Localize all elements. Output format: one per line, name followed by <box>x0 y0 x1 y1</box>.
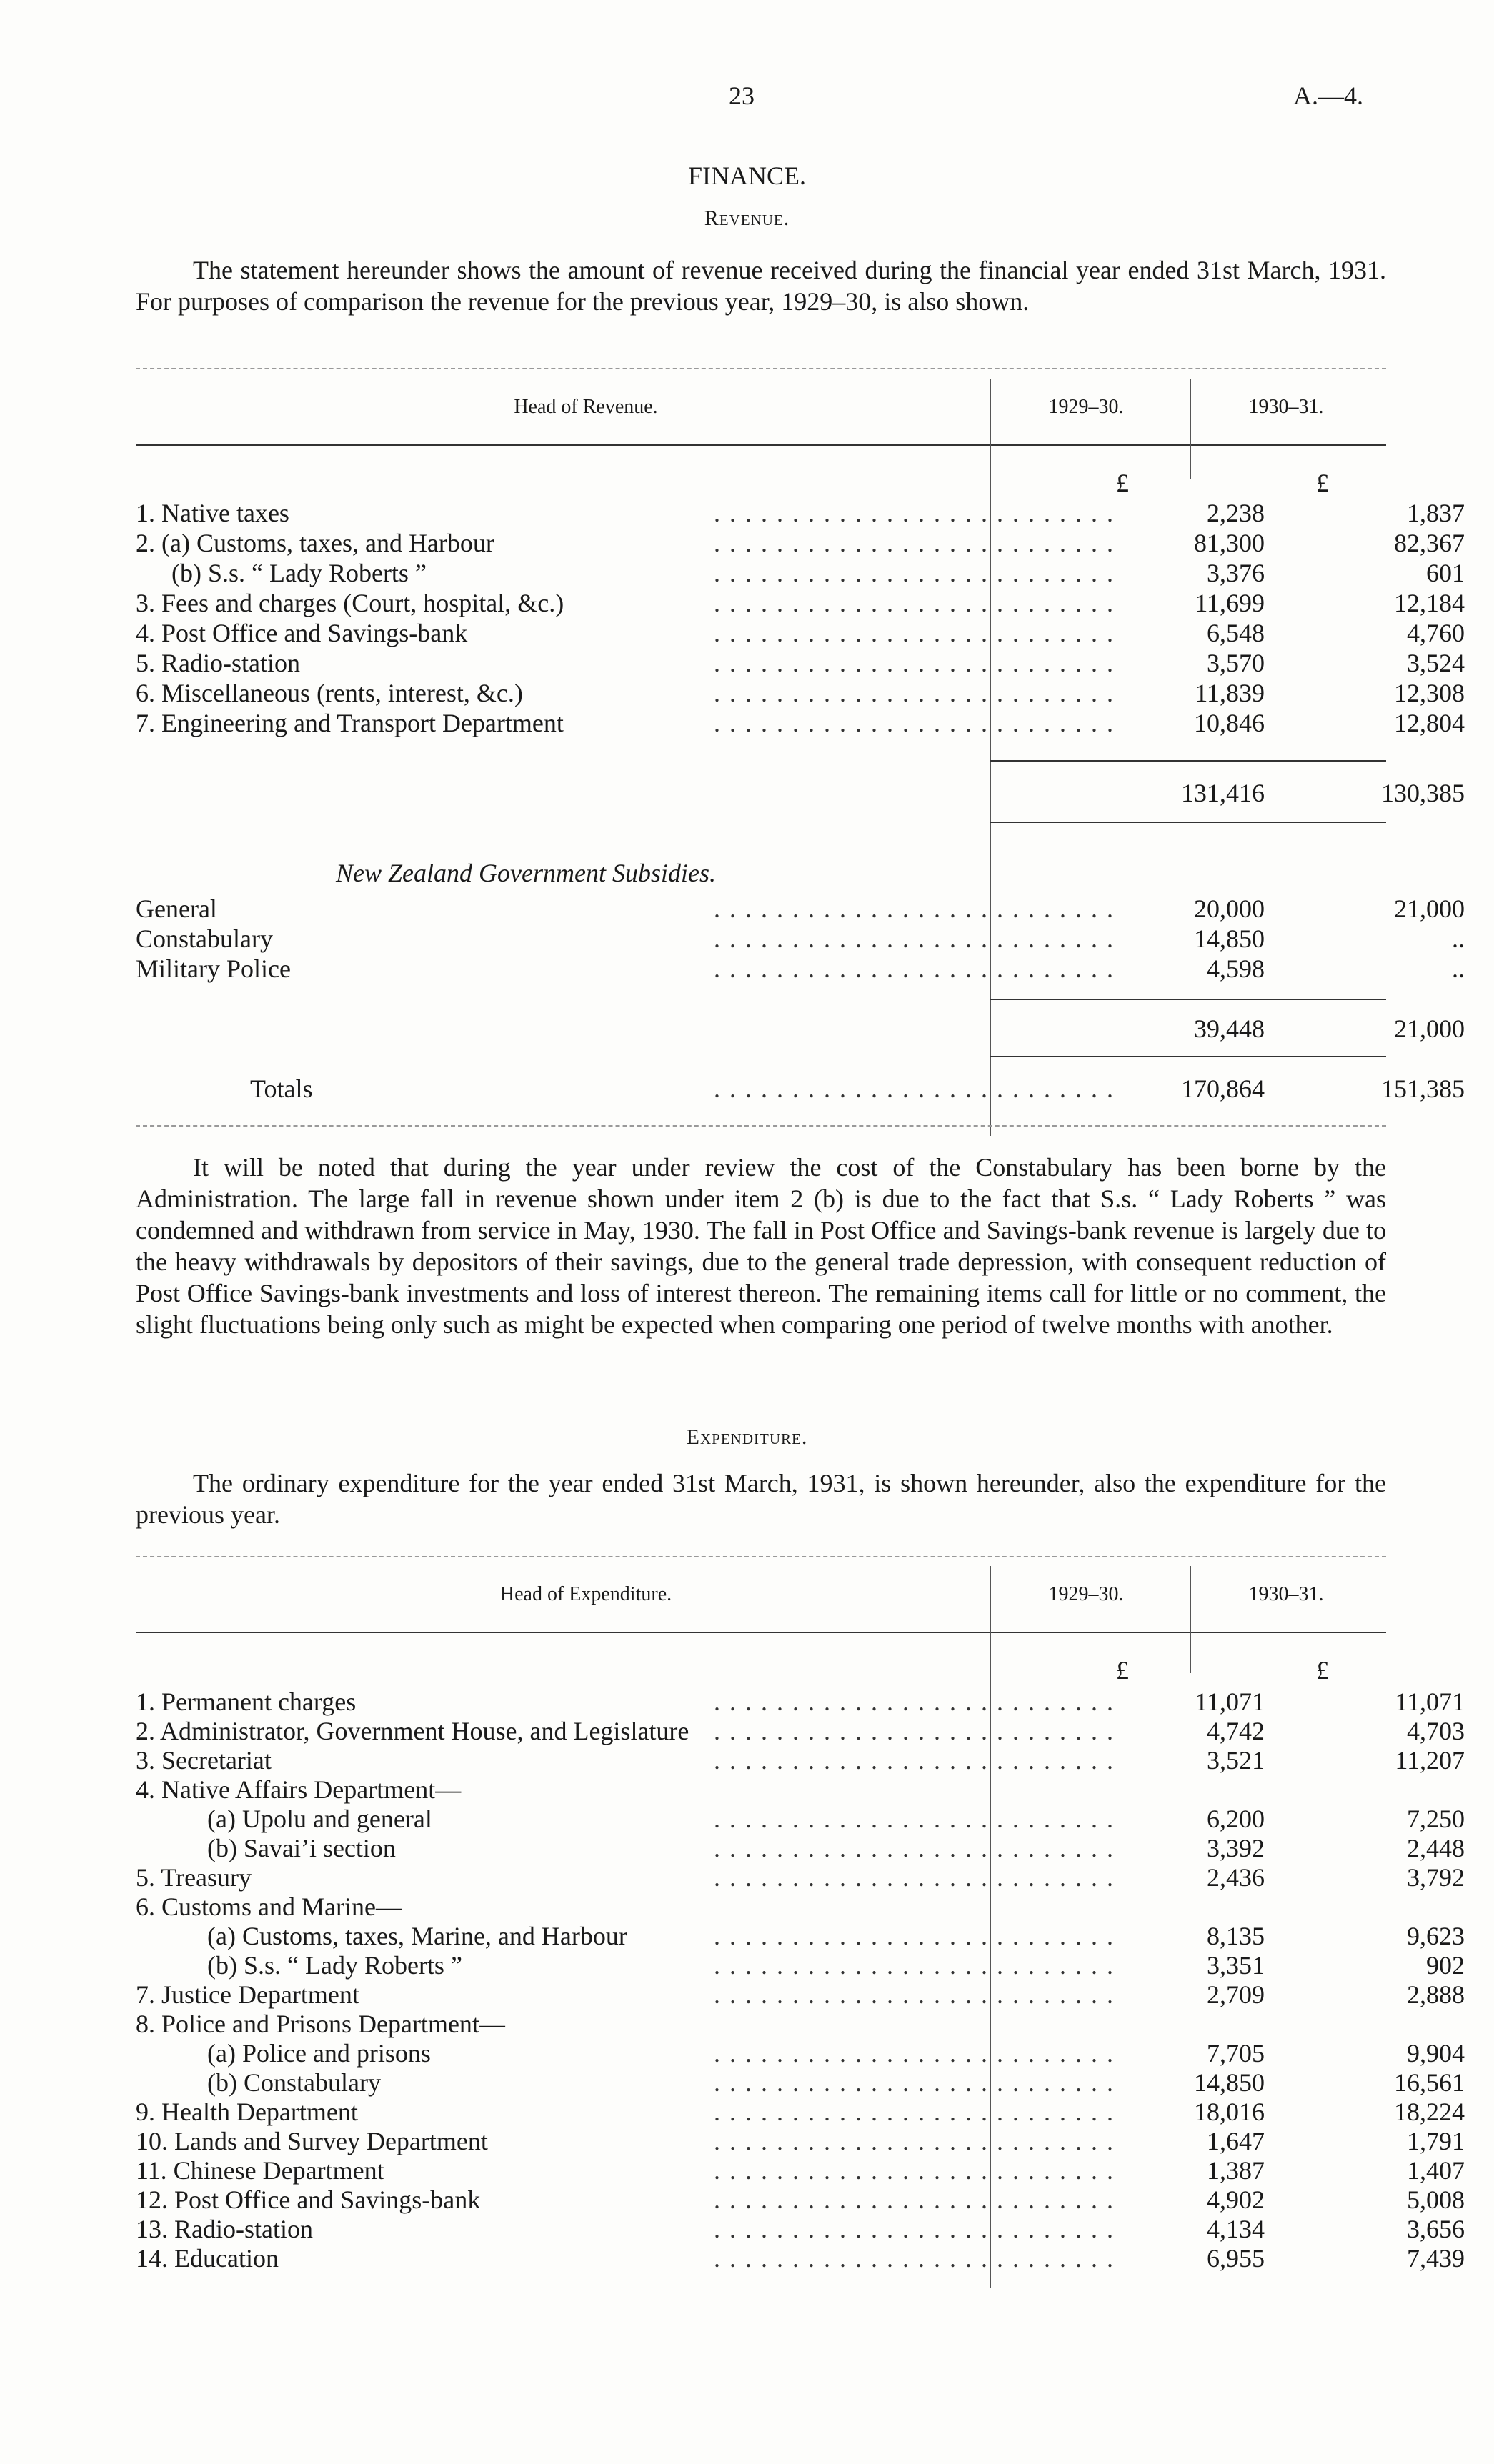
row-label: 3. Fees and charges (Court, hospital, &c.) <box>136 589 564 617</box>
value-1930-31: 2,888 <box>1407 1980 1465 2009</box>
expenditure-row <box>136 1715 1465 1745</box>
value-1930-31: 21,000 <box>1394 1014 1465 1043</box>
row-label: 5. Treasury <box>136 1863 252 1892</box>
leader-dots: . . . . . . . . . . . . . . . . . . . . . . . . . . <box>714 1834 1115 1862</box>
value-1929-30: 11,071 <box>1195 1687 1265 1716</box>
value-1929-30: 4,742 <box>1207 1717 1265 1745</box>
subsidy-row <box>136 923 1465 953</box>
column-1930-31: 1930–31. <box>1248 396 1324 418</box>
row-label: 4. Post Office and Savings-bank <box>136 619 468 647</box>
row-label: 7. Justice Department <box>136 1980 359 2009</box>
value-1930-31: 3,792 <box>1407 1863 1465 1892</box>
totals-row <box>136 1073 1465 1103</box>
row-label: 6. Customs and Marine— <box>136 1892 402 1921</box>
value-1930-31: 151,385 <box>1381 1074 1465 1103</box>
expenditure-row <box>136 1920 1465 1950</box>
row-label: 10. Lands and Survey Department <box>136 2127 488 2155</box>
leader-dots: . . . . . . . . . . . . . . . . . . . . . . . . . . <box>714 1980 1115 2009</box>
value-1930-31: 9,623 <box>1407 1922 1465 1950</box>
row-label: 14. Education <box>136 2244 279 2273</box>
value-1930-31: 11,071 <box>1395 1687 1465 1716</box>
value-1929-30: 3,570 <box>1207 649 1265 677</box>
row-label: 5. Radio-station <box>136 649 300 677</box>
leader-dots: . . . . . . . . . . . . . . . . . . . . . . . . . . <box>714 2156 1115 2185</box>
value-1929-30: 170,864 <box>1181 1074 1265 1103</box>
row-label: (b) Constabulary <box>207 2068 381 2097</box>
revenue-row <box>136 647 1465 677</box>
value-1929-30: 6,200 <box>1207 1805 1265 1833</box>
expenditure-row <box>136 1862 1465 1892</box>
revenue-row <box>136 497 1465 527</box>
value-1930-31: 4,760 <box>1407 619 1465 647</box>
expenditure-row <box>136 1950 1465 1980</box>
leader-dots: . . . . . . . . . . . . . . . . . . . . . . . . . . <box>714 709 1115 737</box>
subtotal-bottom-rule <box>990 822 1386 823</box>
expenditure-heading: Expenditure. <box>686 1425 808 1449</box>
value-1929-30: 8,135 <box>1207 1922 1265 1950</box>
row-label: 2. (a) Customs, taxes, and Harbour <box>136 529 494 557</box>
value-1930-31: 12,804 <box>1394 709 1465 737</box>
value-1929-30: 131,416 <box>1181 779 1265 807</box>
table-top-rule <box>136 1556 1386 1557</box>
row-label: General <box>136 894 217 923</box>
column-divider <box>1190 379 1191 479</box>
leader-dots: . . . . . . . . . . . . . . . . . . . . . . . . . . <box>714 2244 1115 2273</box>
value-1930-31: 21,000 <box>1394 894 1465 923</box>
expenditure-row <box>136 2008 1386 2038</box>
subsidies-rule <box>990 999 1386 1000</box>
value-1930-31: 12,308 <box>1394 679 1465 707</box>
row-label: (b) S.s. “ Lady Roberts ” <box>171 559 427 587</box>
column-head: Head of Expenditure. <box>499 1583 672 1605</box>
leader-dots: . . . . . . . . . . . . . . . . . . . . . . . . . . <box>714 1074 1115 1103</box>
row-label: 1. Permanent charges <box>136 1687 357 1716</box>
column-1930-31: 1930–31. <box>1248 1583 1324 1605</box>
value-1930-31: 2,448 <box>1407 1834 1465 1862</box>
subsidies-heading: New Zealand Government Subsidies. <box>336 859 716 887</box>
expenditure-row <box>136 2037 1465 2068</box>
subtotal-rule <box>990 760 1386 762</box>
value-1929-30: 20,000 <box>1194 894 1265 923</box>
revenue-row <box>136 557 1465 587</box>
subsidy-row <box>136 893 1465 923</box>
leader-dots: . . . . . . . . . . . . . . . . . . . . . . . . . . <box>714 1717 1115 1745</box>
leader-dots: . . . . . . . . . . . . . . . . . . . . . . . . . . <box>714 2039 1115 2068</box>
leader-dots: . . . . . . . . . . . . . . . . . . . . . . . . . . <box>714 2068 1115 2097</box>
value-1930-31: 9,904 <box>1407 2039 1465 2068</box>
value-1929-30: 11,699 <box>1195 589 1265 617</box>
expenditure-row <box>136 2213 1465 2243</box>
column-1929-30: 1929–30. <box>1048 396 1124 418</box>
value-1929-30: 4,902 <box>1207 2185 1265 2214</box>
value-1929-30: 3,351 <box>1207 1951 1265 1980</box>
value-1929-30: 10,846 <box>1194 709 1265 737</box>
value-1929-30: 2,709 <box>1207 1980 1265 2009</box>
table-top-rule <box>136 368 1386 369</box>
leader-dots: . . . . . . . . . . . . . . . . . . . . . . . . . . <box>714 2098 1115 2126</box>
value-1930-31: 902 <box>1426 1951 1465 1980</box>
value-1929-30: 1,387 <box>1207 2156 1265 2185</box>
expenditure-intro: The ordinary expenditure for the year ended 31st March, 1931, is shown hereunder, also the expenditure for the previous year. <box>136 1469 1386 1529</box>
leader-dots: . . . . . . . . . . . . . . . . . . . . . . . . . . <box>714 1687 1115 1716</box>
revenue-row <box>136 707 1465 737</box>
value-1930-31: 7,250 <box>1407 1805 1465 1833</box>
leader-dots: . . . . . . . . . . . . . . . . . . . . . . . . . . <box>714 499 1115 527</box>
row-label: (a) Customs, taxes, Marine, and Harbour <box>207 1922 627 1950</box>
leader-dots: . . . . . . . . . . . . . . . . . . . . . . . . . . <box>714 894 1115 923</box>
row-label: Totals <box>250 1074 313 1103</box>
row-label: 2. Administrator, Government House, and Legislature <box>136 1717 689 1745</box>
value-1930-31: 601 <box>1426 559 1465 587</box>
page-number: 23 <box>729 81 755 110</box>
subsidy-row <box>136 953 1465 983</box>
revenue-row <box>136 677 1465 707</box>
expenditure-row <box>136 2184 1465 2214</box>
leader-dots: . . . . . . . . . . . . . . . . . . . . . . . . . . <box>714 924 1115 953</box>
row-label: (b) Savai’i section <box>207 1834 396 1862</box>
leader-dots: . . . . . . . . . . . . . . . . . . . . . . . . . . <box>714 1746 1115 1775</box>
value-1930-31: 130,385 <box>1381 779 1465 807</box>
expenditure-row <box>136 1832 1465 1862</box>
revenue-intro: The statement hereunder shows the amount of revenue received during the financial year ended 31st March, 1931. For purposes of comparison the revenue for the previous year, 1929–30, is also shown. <box>136 256 1386 316</box>
row-label: 3. Secretariat <box>136 1746 272 1775</box>
row-label: Constabulary <box>136 924 273 953</box>
value-1929-30: 4,598 <box>1207 954 1265 983</box>
revenue-row <box>136 587 1465 617</box>
expenditure-row <box>136 2155 1465 2185</box>
value-1930-31: 1,791 <box>1407 2127 1465 2155</box>
value-1930-31: 18,224 <box>1394 2098 1465 2126</box>
section-title: FINANCE. <box>687 161 806 190</box>
value-1930-31: 1,407 <box>1407 2156 1465 2185</box>
expenditure-row <box>136 1686 1465 1716</box>
row-label: 8. Police and Prisons Department— <box>136 2010 505 2038</box>
column-head: Head of Revenue. <box>514 396 658 418</box>
revenue-comment: It will be noted that during the year under review the cost of the Constabulary has been borne by the Administration. The large fall in revenue shown under item 2 (b) is due to the fact that S.s. “ Lady Roberts ” was condemned and withdrawn from service in May, 1930. The fall in Post Office and Savings-bank revenue is largely due to the heavy withdrawals by depositors of their savings, due to the general trade depression, with consequent reduction of Post Office Savings-bank investments and loss of interest thereon. The remaining items call for little or no comment, the slight fluctuations being only such as might be expected when comparing one period of twelve months with another. <box>136 1153 1386 1339</box>
leader-dots: . . . . . . . . . . . . . . . . . . . . . . . . . . <box>714 954 1115 983</box>
expenditure-row <box>136 2125 1465 2155</box>
currency-1929-30: £ <box>1116 1656 1129 1685</box>
currency-1930-31: £ <box>1316 469 1329 497</box>
subsidies-total-row <box>136 1013 1465 1043</box>
value-1930-31: 3,656 <box>1407 2215 1465 2243</box>
revenue-heading: Revenue. <box>704 206 790 230</box>
value-1930-31: 12,184 <box>1394 589 1465 617</box>
value-1930-31: .. <box>1452 924 1465 953</box>
subsidies-total-rule <box>990 1056 1386 1057</box>
value-1929-30: 39,448 <box>1194 1014 1265 1043</box>
value-1929-30: 1,647 <box>1207 2127 1265 2155</box>
expenditure-row <box>136 1891 1386 1921</box>
value-1929-30: 6,955 <box>1207 2244 1265 2273</box>
value-1929-30: 81,300 <box>1194 529 1265 557</box>
row-label: 9. Health Department <box>136 2098 358 2126</box>
leader-dots: . . . . . . . . . . . . . . . . . . . . . . . . . . <box>714 2185 1115 2214</box>
value-1929-30: 14,850 <box>1194 2068 1265 2097</box>
row-label: Military Police <box>136 954 291 983</box>
expenditure-row <box>136 2067 1465 2097</box>
row-label: 11. Chinese Department <box>136 2156 384 2185</box>
row-label: (a) Police and prisons <box>207 2039 431 2068</box>
leader-dots: . . . . . . . . . . . . . . . . . . . . . . . . . . <box>714 1863 1115 1892</box>
leader-dots: . . . . . . . . . . . . . . . . . . . . . . . . . . <box>714 2127 1115 2155</box>
value-1929-30: 3,521 <box>1207 1746 1265 1775</box>
row-label: 6. Miscellaneous (rents, interest, &c.) <box>136 679 523 707</box>
value-1929-30: 2,238 <box>1207 499 1265 527</box>
currency-1930-31: £ <box>1316 1656 1329 1685</box>
value-1929-30: 4,134 <box>1207 2215 1265 2243</box>
leader-dots: . . . . . . . . . . . . . . . . . . . . . . . . . . <box>714 1922 1115 1950</box>
report-code: A.—4. <box>1293 81 1363 110</box>
expenditure-row <box>136 1803 1465 1833</box>
column-1929-30: 1929–30. <box>1048 1583 1124 1605</box>
value-1929-30: 14,850 <box>1194 924 1265 953</box>
expenditure-row <box>136 1745 1465 1775</box>
header-rule <box>136 1632 1386 1633</box>
value-1930-31: .. <box>1452 954 1465 983</box>
value-1930-31: 11,207 <box>1395 1746 1465 1775</box>
expenditure-row <box>136 2096 1465 2126</box>
value-1930-31: 7,439 <box>1407 2244 1465 2273</box>
value-1929-30: 3,376 <box>1207 559 1265 587</box>
row-label: 12. Post Office and Savings-bank <box>136 2185 481 2214</box>
value-1930-31: 82,367 <box>1394 529 1465 557</box>
leader-dots: . . . . . . . . . . . . . . . . . . . . . . . . . . <box>714 589 1115 617</box>
value-1930-31: 16,561 <box>1394 2068 1465 2097</box>
value-1929-30: 6,548 <box>1207 619 1265 647</box>
table-bottom-rule <box>136 1125 1386 1127</box>
revenue-row <box>136 617 1465 647</box>
revenue-row <box>136 527 1465 557</box>
value-1930-31: 4,703 <box>1407 1717 1465 1745</box>
leader-dots: . . . . . . . . . . . . . . . . . . . . . . . . . . <box>714 1951 1115 1980</box>
leader-dots: . . . . . . . . . . . . . . . . . . . . . . . . . . <box>714 2215 1115 2243</box>
revenue-subtotal-row <box>136 777 1465 807</box>
value-1929-30: 11,839 <box>1195 679 1265 707</box>
leader-dots: . . . . . . . . . . . . . . . . . . . . . . . . . . <box>714 1805 1115 1833</box>
expenditure-row <box>136 1979 1465 2009</box>
leader-dots: . . . . . . . . . . . . . . . . . . . . . . . . . . <box>714 619 1115 647</box>
leader-dots: . . . . . . . . . . . . . . . . . . . . . . . . . . <box>714 559 1115 587</box>
leader-dots: . . . . . . . . . . . . . . . . . . . . . . . . . . <box>714 649 1115 677</box>
value-1929-30: 3,392 <box>1207 1834 1265 1862</box>
row-label: (b) S.s. “ Lady Roberts ” <box>207 1951 462 1980</box>
row-label: 1. Native taxes <box>136 499 289 527</box>
leader-dots: . . . . . . . . . . . . . . . . . . . . . . . . . . <box>714 529 1115 557</box>
expenditure-row <box>136 1774 1386 1804</box>
value-1929-30: 7,705 <box>1207 2039 1265 2068</box>
header-rule <box>136 444 1386 446</box>
row-label: (a) Upolu and general <box>207 1805 432 1833</box>
value-1930-31: 5,008 <box>1407 2185 1465 2214</box>
leader-dots: . . . . . . . . . . . . . . . . . . . . . . . . . . <box>714 679 1115 707</box>
row-label: 7. Engineering and Transport Department <box>136 709 564 737</box>
value-1929-30: 18,016 <box>1194 2098 1265 2126</box>
row-label: 4. Native Affairs Department— <box>136 1775 462 1804</box>
value-1930-31: 1,837 <box>1407 499 1465 527</box>
value-1929-30: 2,436 <box>1207 1863 1265 1892</box>
currency-1929-30: £ <box>1116 469 1129 497</box>
expenditure-row <box>136 2243 1465 2273</box>
value-1930-31: 3,524 <box>1407 649 1465 677</box>
row-label: 13. Radio-station <box>136 2215 313 2243</box>
